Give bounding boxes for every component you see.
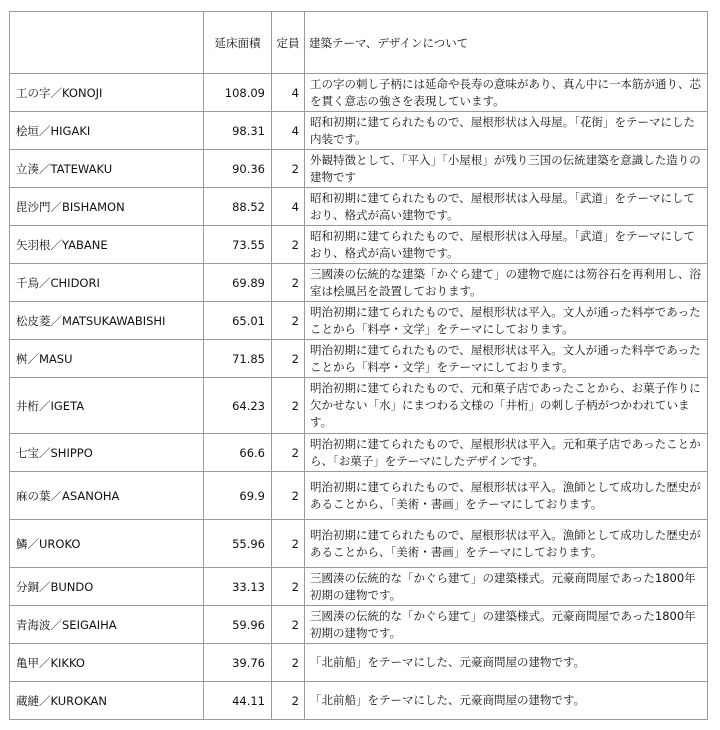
room-name: 桝／MASU xyxy=(10,340,204,378)
room-capacity: 2 xyxy=(272,302,305,340)
room-name: 亀甲／KIKKO xyxy=(10,644,204,682)
room-description: 昭和初期に建てられたもので、屋根形状は入母屋。「武道」をテーマにしており、格式が高い建物です。 xyxy=(305,188,708,226)
room-capacity: 2 xyxy=(272,682,305,720)
room-name: 毘沙門／BISHAMON xyxy=(10,188,204,226)
room-capacity: 2 xyxy=(272,644,305,682)
table-row xyxy=(10,150,708,188)
room-name: 分銅／BUNDO xyxy=(10,568,204,606)
room-name: 千鳥／CHIDORI xyxy=(10,264,204,302)
table-row xyxy=(10,340,708,378)
room-area: 71.85 xyxy=(204,340,272,378)
room-description: 明治初期に建てられたもので、屋根形状は平入。文人が通った料亭であったことから「料亭・文学」をテーマにしております。 xyxy=(305,302,708,340)
room-area: 39.76 xyxy=(204,644,272,682)
room-description: 明治初期に建てられたもので、屋根形状は平入。元和菓子店であったことから、「お菓子」をテーマにしたデザインです。 xyxy=(305,434,708,472)
room-area: 98.31 xyxy=(204,112,272,150)
rooms-table-wrapper xyxy=(9,11,708,720)
table-row xyxy=(10,644,708,682)
room-name: 矢羽根／YABANE xyxy=(10,226,204,264)
room-area: 64.23 xyxy=(204,378,272,434)
room-area: 69.89 xyxy=(204,264,272,302)
room-capacity: 2 xyxy=(272,378,305,434)
room-description: 昭和初期に建てられたもので、屋根形状は入母屋。「花街」をテーマにした内装です。 xyxy=(305,112,708,150)
room-description: 外観特徴として、「平入」「小屋根」が残り三国の伝統建築を意識した造りの建物です xyxy=(305,150,708,188)
room-capacity: 2 xyxy=(272,606,305,644)
table-row xyxy=(10,378,708,434)
header-capacity: 定員 xyxy=(272,12,305,74)
table-row xyxy=(10,226,708,264)
room-description: 三國湊の伝統的な「かぐら建て」の建築様式。元豪商問屋であった1800年初期の建物です。 xyxy=(305,606,708,644)
room-capacity: 2 xyxy=(272,520,305,568)
room-name: 青海波／SEIGAIHA xyxy=(10,606,204,644)
room-description: 明治初期に建てられたもので、屋根形状は平入。文人が通った料亭であったことから「料亭・文学」をテーマにしております。 xyxy=(305,340,708,378)
room-capacity: 2 xyxy=(272,150,305,188)
room-capacity: 2 xyxy=(272,340,305,378)
room-name: 立湊／TATEWAKU xyxy=(10,150,204,188)
room-capacity: 2 xyxy=(272,472,305,520)
table-row xyxy=(10,568,708,606)
room-area: 59.96 xyxy=(204,606,272,644)
table-row xyxy=(10,434,708,472)
room-capacity: 4 xyxy=(272,74,305,112)
room-description: 明治初期に建てられたもので、元和菓子店であったことから、お菓子作りに欠かせない「水」にまつわる文様の「井桁」の刺し子柄がつかわれています。 xyxy=(305,378,708,434)
room-name: 蔵縺／KUROKAN xyxy=(10,682,204,720)
room-capacity: 2 xyxy=(272,568,305,606)
room-capacity: 2 xyxy=(272,434,305,472)
table-row xyxy=(10,264,708,302)
room-area: 65.01 xyxy=(204,302,272,340)
table-row xyxy=(10,112,708,150)
room-area: 73.55 xyxy=(204,226,272,264)
room-description: 「北前船」をテーマにした、元豪商問屋の建物です。 xyxy=(305,644,708,682)
table-row xyxy=(10,188,708,226)
room-name: 工の字／KONOJI xyxy=(10,74,204,112)
room-area: 108.09 xyxy=(204,74,272,112)
room-area: 69.9 xyxy=(204,472,272,520)
table-row xyxy=(10,74,708,112)
room-description: 明治初期に建てられたもので、屋根形状は平入。漁師として成功した歴史があることから、「美術・書画」をテーマにしております。 xyxy=(305,520,708,568)
room-area: 66.6 xyxy=(204,434,272,472)
room-description: 三國湊の伝統的な「かぐら建て」の建築様式。元豪商問屋であった1800年初期の建物です。 xyxy=(305,568,708,606)
table-row xyxy=(10,302,708,340)
table-row xyxy=(10,606,708,644)
room-description: 明治初期に建てられたもので、屋根形状は平入。漁師として成功した歴史があることから、「美術・書画」をテーマにしております。 xyxy=(305,472,708,520)
room-area: 88.52 xyxy=(204,188,272,226)
table-row xyxy=(10,472,708,520)
room-description: 三國湊の伝統的な建築「かぐら建て」の建物で庭には笏谷石を再利用し、浴室は桧風呂を設置しております。 xyxy=(305,264,708,302)
room-name: 鱗／UROKO xyxy=(10,520,204,568)
table-row xyxy=(10,520,708,568)
room-area: 55.96 xyxy=(204,520,272,568)
rooms-table xyxy=(9,11,708,720)
header-description: 建築テーマ、デザインについて xyxy=(305,12,708,74)
room-name: 桧垣／HIGAKI xyxy=(10,112,204,150)
room-name: 七宝／SHIPPO xyxy=(10,434,204,472)
table-row xyxy=(10,682,708,720)
room-area: 90.36 xyxy=(204,150,272,188)
header-name xyxy=(10,12,204,74)
table-header-row xyxy=(10,12,708,74)
room-description: 「北前船」をテーマにした、元豪商問屋の建物です。 xyxy=(305,682,708,720)
room-capacity: 2 xyxy=(272,264,305,302)
room-name: 麻の葉／ASANOHA xyxy=(10,472,204,520)
room-name: 松皮菱／MATSUKAWABISHI xyxy=(10,302,204,340)
room-name: 井桁／IGETA xyxy=(10,378,204,434)
room-capacity: 2 xyxy=(272,226,305,264)
room-area: 44.11 xyxy=(204,682,272,720)
room-description: 工の字の刺し子柄には延命や長寿の意味があり、真ん中に一本筋が通り、芯を貫く意志の強さを表現しています。 xyxy=(305,74,708,112)
room-capacity: 4 xyxy=(272,188,305,226)
header-area: 延床面積 xyxy=(204,12,272,74)
room-area: 33.13 xyxy=(204,568,272,606)
room-capacity: 4 xyxy=(272,112,305,150)
room-description: 昭和初期に建てられたもので、屋根形状は入母屋。「武道」をテーマにしており、格式が高い建物です。 xyxy=(305,226,708,264)
